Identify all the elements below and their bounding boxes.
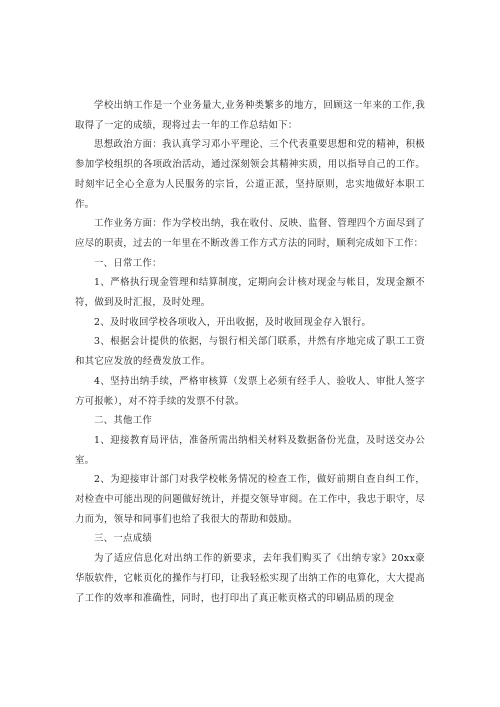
- intro-paragraph: 学校出纳工作是一个业务量大,业务种类繁多的地方，回顾这一年来的工作,我取得了一定的成绩，现将过去一年的工作总结如下：: [75, 100, 425, 131]
- daily-item-4: 4、坚持出纳手续，严格审核算（发票上必须有经手人、验收人、审批人签字方可报帐），对不符手续的发票不付款。: [75, 375, 425, 407]
- business-paragraph: 工作业务方面：作为学校出纳，我在收付、反映、监督、管理四个方面尽到了应尽的职责，过去的一年里在不断改善工作方式方法的同时，顺利完成如下工作：: [75, 218, 425, 249]
- other-item-1: 1、迎接教育局评估，准备所需出纳相关材料及数据备份光盘，及时送交办公室。: [75, 434, 425, 466]
- daily-item-2: 2、及时收回学校各项收入，开出收据，及时收回现金存入银行。: [94, 316, 372, 328]
- other-item-2: 2、为迎接审计部门对我学校帐务情况的检查工作，做好前期自查自纠工作，对检查中可能出现的问题做好统计，并提交领导审阅。在工作中，我忠于职守，尽力而为，领导和同事们也给了我很大的帮助和鼓励。: [75, 474, 425, 525]
- section-heading-daily-work: 一、日常工作：: [94, 257, 162, 269]
- political-paragraph: 思想政治方面：我认真学习邓小平理论、三个代表重要思想和党的精神，积极参加学校组织的各项政治活动，通过深刻领会其精神实质，用以指导自己的工作。时刻牢记全心全意为人民服务的宗旨，公道正派，坚持原则，忠实地做好本职工作。: [75, 139, 425, 210]
- daily-item-3: 3、根据会计提供的依据，与银行相关部门联系，井然有序地完成了职工工资和其它应发放的经费发放工作。: [75, 336, 425, 368]
- section-heading-achievements: 三、一点成绩: [94, 533, 153, 545]
- daily-item-1: 1、严格执行现金管理和结算制度，定期向会计核对现金与帐目，发现金额不符，做到及时汇报，及时处理。: [75, 277, 425, 309]
- document-body: [75, 96, 425, 608]
- achievements-paragraph: 为了适应信息化对出纳工作的新要求，去年我们购买了《出纳专家》20xx豪华版软件，它帐页化的操作与打印，让我轻松实现了出纳工作的电算化，大大提高了工作的效率和准确性，同时，也打印出了真正帐页格式的印刷品质的现金: [75, 553, 425, 604]
- section-heading-other-work: 二、其他工作: [94, 415, 153, 427]
